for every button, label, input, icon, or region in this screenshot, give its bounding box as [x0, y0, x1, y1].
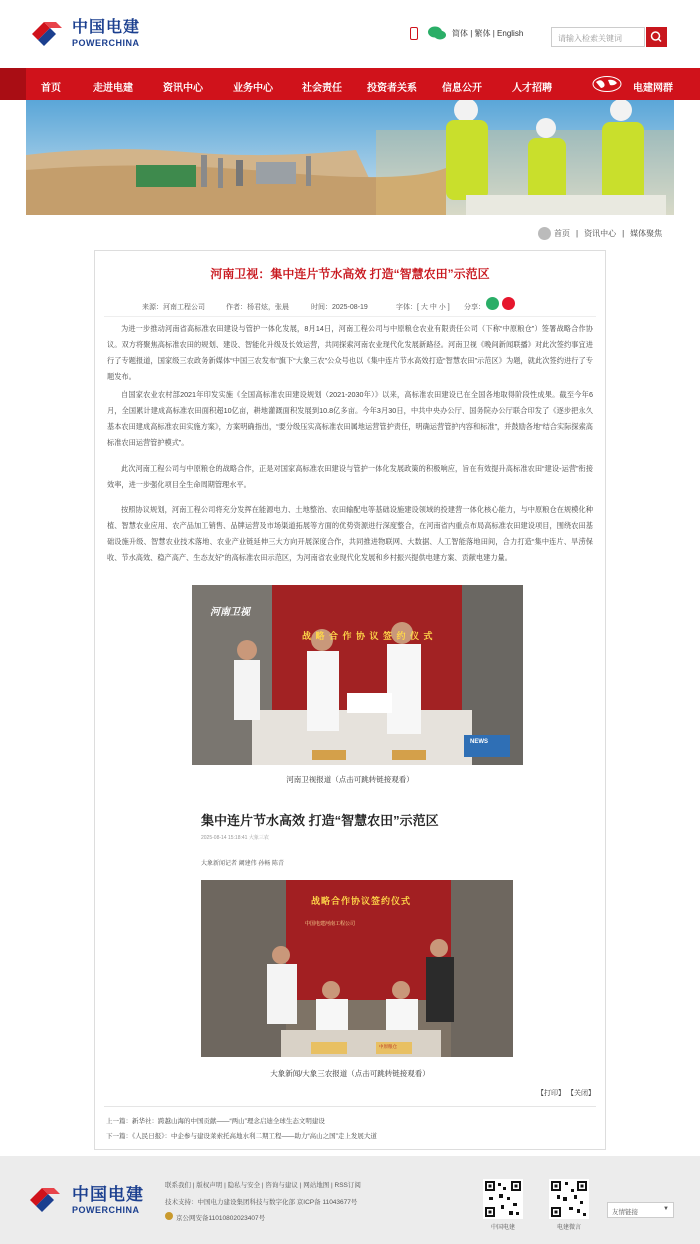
nav-careers[interactable]: 人才招聘: [512, 83, 552, 94]
home-icon: [538, 227, 551, 240]
footer-beian[interactable]: 京公网安备11010802023407号: [176, 1215, 266, 1222]
article-paragraph-3: 此次河南工程公司与中原粮仓的战略合作，正是对国家高标准农田建设与管护一体化发展政策的积极响应，旨在有效提升高标准农田“建设-运营”衔接效率，进一步强化项目全生命周期管理水平。: [107, 464, 593, 489]
embed-right-nameplate: 中原粮仓: [379, 1044, 397, 1049]
breadcrumb-media[interactable]: 媒体聚焦: [630, 229, 663, 238]
caption-daxiang[interactable]: 大象新闻/大象三农报道（点击可跳转链接观看）: [270, 1069, 430, 1078]
footer-powerchina-logo-icon: [28, 1184, 64, 1216]
embed-company-line: 中国电建河南工程公司: [305, 921, 356, 927]
font-size-switcher[interactable]: 字体：[ 大 中 小 ]: [396, 304, 450, 311]
qr-caption-powerchina: 中国电建: [490, 1225, 515, 1231]
nav-group-sites[interactable]: 电建网群: [633, 83, 673, 94]
article-paragraph-2: 自国家农业农村部2021年印发实施《全国高标准农田建设规划（2021-2030年）》以来，高标准农田建设已在全国各地取得阶段性成果。截至今年6月，全国累计建成高标准农田面积超10亿亩，耕地灌溉面积发展到10.8亿多亩。今年3月30日，中共中央办公厅、国务院办公厅联合印发了《逐步把永久基本农田建成高标准农田实施方案》，方案明确指出，“要分级压实高标准农田属地运营管护责任，明确运营管护内容和标准”，并鼓励各地“结合实际探索高标准农田运营管护模式”。: [107, 390, 593, 447]
prevnext-divider: [104, 1106, 596, 1107]
qr-code-dianjian: [549, 1179, 589, 1219]
footer-logo-en: POWERCHINA: [72, 1204, 140, 1215]
meta-divider: [104, 316, 596, 317]
nav-about[interactable]: 走进电建: [93, 83, 133, 94]
police-badge-icon: [165, 1212, 173, 1220]
page-banner: [26, 100, 674, 215]
qr-code-powerchina: [483, 1179, 523, 1219]
footer-links[interactable]: 联系我们 | 版权声明 | 隐私与安全 | 咨询与建议 | 网站地图 | RSS订阅: [165, 1182, 361, 1189]
nav-responsibility[interactable]: 社会责任: [302, 83, 342, 94]
embed-title: 集中连片节水高效 打造“智慧农田”示范区: [201, 813, 439, 828]
nav-business[interactable]: 业务中心: [233, 83, 273, 94]
logo-en-text: POWERCHINA: [72, 38, 140, 48]
meta-share-label: 分享：: [464, 304, 485, 311]
article-paragraph-4: 按照协议规划，河南工程公司将充分发挥在能源电力、土地整治、农田输配电等基础设施建设领域的投建营一体化核心能力，与中原粮仓在规模化种植、智慧农业应用、农产品加工销售、品牌运营及市场渠道拓展等方面的优势资源进行深度整合，在河南省内重点布局高标准农田建设项目，围绕农田基础设施升级、智慧农业技术落地、农业产业链延伸三大方向开展深度合作，共同推进物联网、大数据、人工智能落地田间，合力打造“集中连片、旱涝保收、节水高效、稳产高产、生态友好”的高标准农田示范区，为河南省农业现代化发展和乡村振兴提供电建方案、贡献电建力量。: [107, 505, 593, 562]
search-button[interactable]: [646, 27, 667, 47]
nav-investors[interactable]: 投资者关系: [367, 83, 417, 94]
breadcrumb-news[interactable]: 资讯中心: [584, 229, 617, 238]
logo-cn-text: 中国电建: [72, 19, 141, 36]
caption-henan-tv[interactable]: 河南卫视报道（点击可跳转链接观看）: [286, 775, 414, 784]
weibo-share-icon[interactable]: [502, 297, 515, 310]
powerchina-logo-icon: [30, 18, 66, 50]
nav-news[interactable]: 资讯中心: [163, 83, 203, 94]
nav-accent: [0, 68, 26, 100]
chevron-down-icon: ▼: [663, 1206, 669, 1212]
language-switcher[interactable]: 简体 | 繁体 | English: [452, 28, 524, 38]
friend-links-label: 友情链接: [612, 1209, 638, 1216]
print-close-actions[interactable]: 【打印】 【关闭】: [537, 1090, 595, 1097]
embed-date: 2025-08-14 15:18:41 大象三农: [201, 835, 269, 841]
wechat-share-icon[interactable]: [486, 297, 499, 310]
footer-logo-cn: 中国电建: [72, 1184, 144, 1204]
embed-ceremony-banner: 战略合作协议签约仪式: [311, 896, 412, 906]
search-input[interactable]: 请输入检索关键词: [551, 27, 645, 47]
footer-logo[interactable]: [28, 1184, 144, 1216]
qr-caption-dianjian: 电建微言: [556, 1225, 581, 1231]
meta-time: 时间：2025-08-19: [311, 304, 368, 311]
article-title: 河南卫视：集中连片节水高效 打造“智慧农田”示范区: [210, 267, 490, 281]
article-paragraph-1: 为进一步推动河南省高标准农田建设与管护一体化发展，8月14日，河南工程公司与中原粮仓农业有限责任公司（下称“中原粮仓”）签署战略合作协议。双方将聚焦高标准农田的规划、建设、智能化升级及长效运营，共同探索河南农业现代化发展新路径。河南卫视《晚间新闻联播》对此次签约事宜进行了专题报道，国家级三农政务新媒体“中国三农发布”旗下“大象三农”公众号也以《集中连片节水高效打造“智慧农田”示范区》为题，就此次签约进行了专题发布。: [107, 324, 593, 381]
globe-icon: [592, 76, 622, 92]
meta-author: 作者：杨君炫，张晨: [226, 304, 289, 311]
nav-home[interactable]: 首页: [41, 83, 61, 94]
daxiang-news-image[interactable]: [201, 880, 513, 1057]
news-badge: NEWS: [470, 739, 488, 745]
breadcrumb: 首页 | 资讯中心 | 媒体聚焦: [538, 227, 662, 240]
embed-authors: 大象新闻记者 阚建伟 孙畅 陈青: [201, 861, 285, 867]
henan-tv-logo: 河南卫视: [210, 607, 250, 618]
friend-links-select[interactable]: [607, 1202, 674, 1218]
footer-support: 技术支持：中国电力建设集团科技与数字化部 京ICP备 11043677号: [165, 1199, 358, 1206]
wechat-icon[interactable]: [428, 26, 446, 40]
search-icon: [646, 27, 667, 47]
prev-article-link[interactable]: 上一篇：新华社：跨越山海的中国贡献——“两山”理念启迪全球生态文明建设: [106, 1118, 325, 1125]
ceremony-banner-text: 战 略 合 作 协 议 签 约 仪 式: [302, 631, 434, 641]
breadcrumb-home[interactable]: 首页: [554, 229, 570, 238]
henan-tv-video-image[interactable]: [192, 585, 523, 765]
mobile-icon[interactable]: [410, 27, 418, 40]
site-logo[interactable]: [30, 18, 140, 50]
next-article-link[interactable]: 下一篇：《人民日报》：中企参与建设莱索托高地水利二期工程——助力“高山之国”走上发展大道: [106, 1133, 377, 1140]
meta-source: 来源：河南工程公司: [142, 304, 205, 311]
nav-disclosure[interactable]: 信息公开: [442, 83, 482, 94]
